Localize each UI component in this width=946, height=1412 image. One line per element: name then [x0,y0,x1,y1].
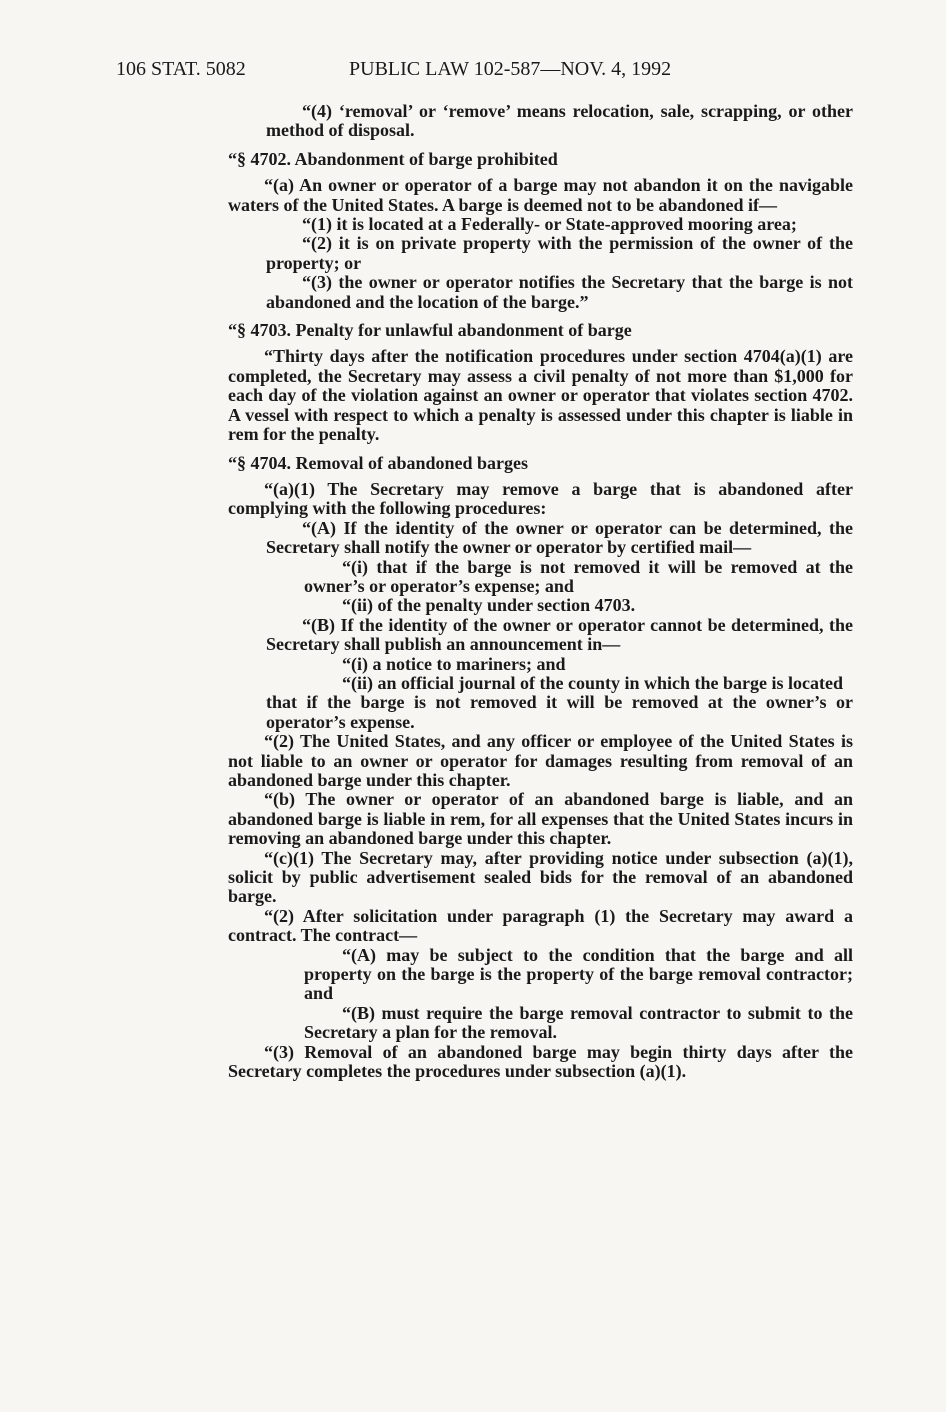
paragraph-4704-c2-A: “(A) may be subject to the condition that the barge and all property on the barge is the property of the barge removal contractor; and [304,944,853,1004]
paragraph-4704-c3: “(3) Removal of an abandoned barge may begin thirty days after the Secretary completes the procedures under subsection (a)(1). [228,1041,853,1082]
section-heading-4703: “§ 4703. Penalty for unlawful abandonment of barge [228,320,632,341]
paragraph-4704-a1-B: “(B) If the identity of the owner or operator cannot be determined, the Secretary shall publish an announcement in— [266,614,853,655]
definition-removal: “(4) ‘removal’ or ‘remove’ means relocation, sale, scrapping, or other method of disposal. [266,101,853,141]
paragraph-4704-a1-A-ii: “(ii) of the penalty under section 4703. [342,595,636,616]
section-heading-4704: “§ 4704. Removal of abandoned barges [228,452,529,473]
paragraph-4704-a2: “(2) The United States, and any officer or employee of the United States is not liable to an owner or operator for damages resulting from removal of an abandoned barge under this chapter. [228,731,853,790]
paragraph-4704-b: “(b) The owner or operator of an abandoned barge is liable, and an abandoned barge is liable in rem, for all expenses that the United States incurs in removing an abandoned barge under this chapter. [228,789,853,849]
statute-page-number: 106 STAT. 5082 [116,58,246,80]
paragraph-4704-a1-A: “(A) If the identity of the owner or operator can be determined, the Secretary shall notify the owner or operator by certified mail— [266,517,853,558]
paragraph-4704-c1: “(c)(1) The Secretary may, after providing notice under subsection (a)(1), solicit by public advertisement sealed bids for the removal of an abandoned barge. [228,847,853,907]
paragraph-4702-3: “(3) the owner or operator notifies the Secretary that the barge is not abandoned and the location of the barge.” [266,272,853,312]
running-header [116,58,736,82]
paragraph-4702-1: “(1) it is located at a Federally- or State-approved mooring area; [302,214,797,235]
paragraph-4702-a: “(a) An owner or operator of a barge may not abandon it on the navigable waters of the United States. A barge is deemed not to be abandoned if— [228,175,853,215]
paragraph-4704-a1-A-i: “(i) that if the barge is not removed it will be removed at the owner’s or operator’s expense; and [304,556,853,596]
paragraph-4704-a1-B-i: “(i) a notice to mariners; and [342,653,566,674]
document-body [228,102,853,1082]
paragraph-4704-a1-B-tail: that if the barge is not removed it will be removed at the owner’s or operator’s expense. [266,692,853,732]
section-heading-4702: “§ 4702. Abandonment of barge prohibited [228,148,558,169]
paragraph-4704-c2-B: “(B) must require the barge removal contractor to submit to the Secretary a plan for the removal. [304,1002,853,1043]
public-law-citation: PUBLIC LAW 102-587—NOV. 4, 1992 [349,58,672,80]
paragraph-4702-2: “(2) it is on private property with the permission of the owner of the property; or [266,233,853,273]
paragraph-4704-a1: “(a)(1) The Secretary may remove a barge that is abandoned after complying with the following procedures: [228,478,853,519]
paragraph-4703: “Thirty days after the notification procedures under section 4704(a)(1) are completed, the Secretary may assess a civil penalty of not more than $1,000 for each day of the violation against an owner or operator that violates section 4702. A vessel with respect to which a penalty is assessed under this chapter is liable in rem for the penalty. [228,346,853,445]
paragraph-4704-a1-B-ii: “(ii) an official journal of the county in which the barge is located [342,672,843,693]
paragraph-4704-c2: “(2) After solicitation under paragraph (1) the Secretary may award a contract. The contract— [228,905,853,946]
